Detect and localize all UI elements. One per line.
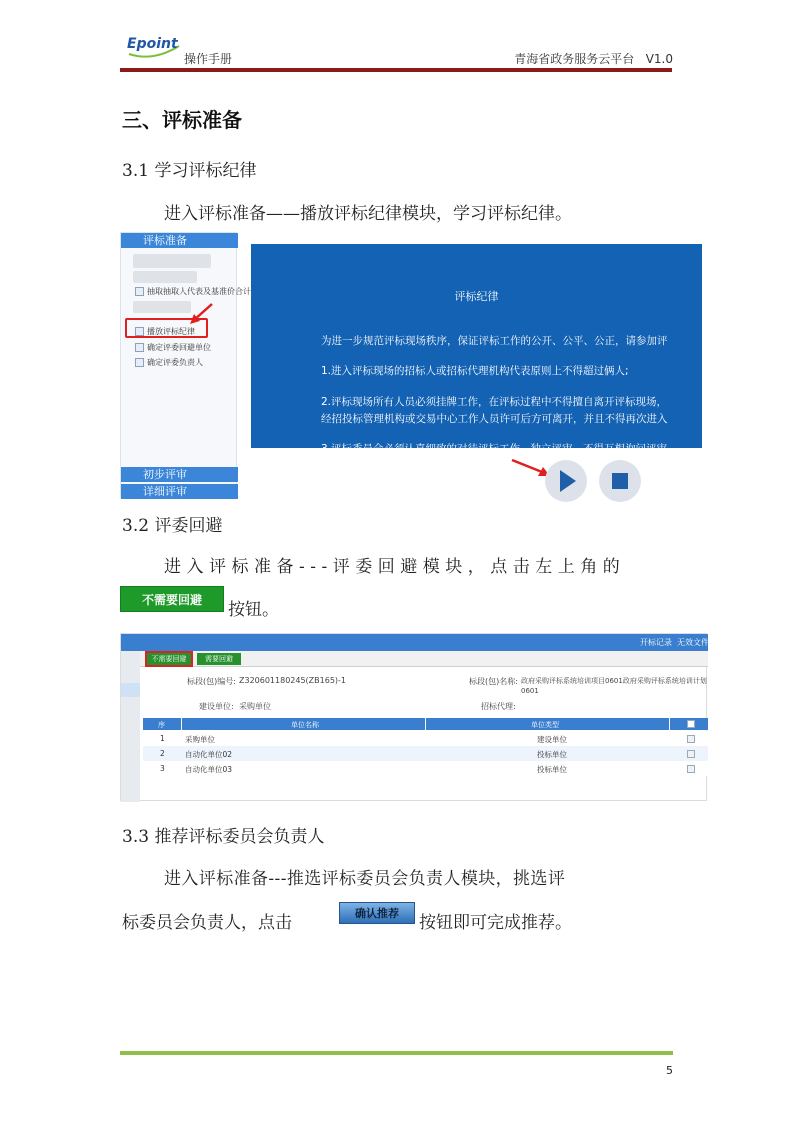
blurred-item	[133, 254, 211, 268]
sidebar-item-label: 播放评标纪律	[147, 327, 195, 336]
construction-unit-value: 采购单位	[239, 702, 271, 711]
construction-unit-label: 建设单位:	[199, 702, 234, 711]
sidebar-item-label: 确定评委回避单位	[147, 343, 211, 352]
sidebar-item-avoidance-unit[interactable]	[135, 342, 211, 353]
section-code-label: 标段(包)编号:	[187, 677, 236, 686]
subsection-3-3-after-button: 按钮即可完成推荐。	[419, 913, 572, 933]
row-checkbox[interactable]	[687, 750, 695, 758]
need-avoidance-button[interactable]: 需要回避	[197, 653, 241, 665]
blurred-item	[133, 301, 191, 313]
stop-icon	[599, 460, 641, 502]
video-text-line: 1.进入评标现场的招标人或招标代理机构代表原则上不得超过俩人;	[321, 365, 629, 377]
screenshot-avoidance-module	[120, 633, 707, 801]
header-manual-label: 操作手册	[184, 52, 233, 66]
video-text-line: 2.评标现场所有人员必须挂牌工作，在评标过程中不得擅自离开评标现场，	[321, 396, 668, 408]
row-no: 3	[160, 764, 165, 773]
invalid-files-link[interactable]: 无效文件	[677, 638, 709, 647]
subsection-3-1-title: 3.1 学习评标纪律	[122, 161, 257, 181]
bid-opening-record-link[interactable]: 开标记录	[640, 638, 672, 647]
row-unit-type: 投标单位	[537, 750, 567, 759]
svg-text:Epoint: Epoint	[127, 36, 178, 52]
page-number: 5	[666, 1064, 673, 1077]
col-header-unit-name: 单位名称	[291, 721, 319, 729]
sidebar-item-label: 抽取抽取人代表及基准价合计	[147, 287, 251, 296]
sidebar-preliminary-review[interactable]: 初步评审	[121, 467, 238, 482]
no-avoidance-button[interactable]: 不需要回避	[120, 586, 224, 612]
row-checkbox[interactable]	[687, 765, 695, 773]
subsection-3-1-text: 进入评标准备——播放评标纪律模块，学习评标纪律。	[164, 204, 572, 224]
agent-label: 招标代理:	[481, 702, 516, 711]
select-all-checkbox[interactable]	[687, 720, 695, 728]
no-avoidance-button[interactable]: 不需要回避	[145, 651, 193, 667]
sidebar-item-label: 确定评委负责人	[147, 358, 203, 367]
row-unit-name: 采购单位	[185, 735, 215, 744]
subsection-3-3-text-cont: 标委员会负责人，点击	[122, 913, 292, 933]
red-arrow-icon	[186, 302, 216, 326]
epoint-logo	[125, 32, 183, 60]
row-no: 2	[160, 749, 165, 758]
row-no: 1	[160, 734, 165, 743]
row-unit-name: 自动化单位03	[185, 765, 233, 774]
top-toolbar	[121, 634, 708, 651]
confirm-recommend-button[interactable]: 确认推荐	[339, 902, 415, 924]
row-unit-name: 自动化单位02	[185, 750, 233, 759]
table-row	[143, 731, 708, 746]
sidebar-item-extract[interactable]	[135, 286, 251, 297]
header-platform-version: 青海省政务服务云平台 V1.0	[514, 52, 673, 66]
section-name-value-cont: 0601	[521, 687, 539, 695]
blurred-item	[133, 271, 197, 283]
subsection-3-3-text: 进入评标准备---推选评标委员会负责人模块，挑选评	[164, 869, 566, 889]
doc-icon	[135, 287, 144, 296]
section-title: 三、评标准备	[122, 108, 242, 132]
section-name-label: 标段(包)名称:	[469, 677, 518, 686]
eval-prep-sidebar	[120, 232, 251, 498]
col-header-unit-type: 单位类型	[531, 721, 559, 729]
discipline-video-player	[251, 244, 702, 455]
left-column	[121, 651, 140, 802]
sidebar-detailed-review[interactable]: 详细评审	[121, 484, 238, 499]
video-text-line: 3.评标委员会必须认真细致的对待评标工作，独立评审，不得互相询问评审	[321, 443, 668, 455]
play-icon	[545, 460, 587, 502]
footer-rule	[120, 1051, 673, 1055]
stop-button[interactable]	[599, 460, 641, 502]
play-button[interactable]	[545, 460, 587, 502]
section-code-value: Z320601180245(ZB165)-1	[239, 676, 347, 685]
header-rule	[120, 68, 672, 72]
left-column-block	[121, 683, 140, 697]
subsection-3-2-title: 3.2 评委回避	[122, 516, 223, 536]
row-unit-type: 建设单位	[537, 735, 567, 744]
section-name-value: 政府采购评标系统培训项目0601政府采购评标系统培训计划	[521, 677, 707, 685]
subsection-3-2-text: 进入评标准备---评委回避模块，点击左上角的	[164, 557, 626, 577]
doc-icon	[135, 358, 144, 367]
col-header-no: 序	[158, 721, 165, 729]
video-title: 评标纪律	[454, 290, 499, 303]
doc-icon	[135, 343, 144, 352]
screenshot-evaluation-discipline	[120, 232, 702, 498]
sidebar-item-leader[interactable]	[135, 357, 203, 368]
video-text-line: 为进一步规范评标现场秩序，保证评标工作的公开、公平、公正，请参加评	[321, 335, 668, 347]
row-checkbox[interactable]	[687, 735, 695, 743]
subsection-3-2-after-button: 按钮。	[228, 600, 279, 620]
video-text-line: 经招投标管理机构或交易中心工作人员许可后方可离开，并且不得再次进入	[321, 413, 668, 425]
sidebar-header[interactable]: 评标准备	[121, 233, 238, 248]
row-unit-type: 投标单位	[537, 765, 567, 774]
subsection-3-3-title: 3.3 推荐评标委员会负责人	[122, 827, 325, 847]
